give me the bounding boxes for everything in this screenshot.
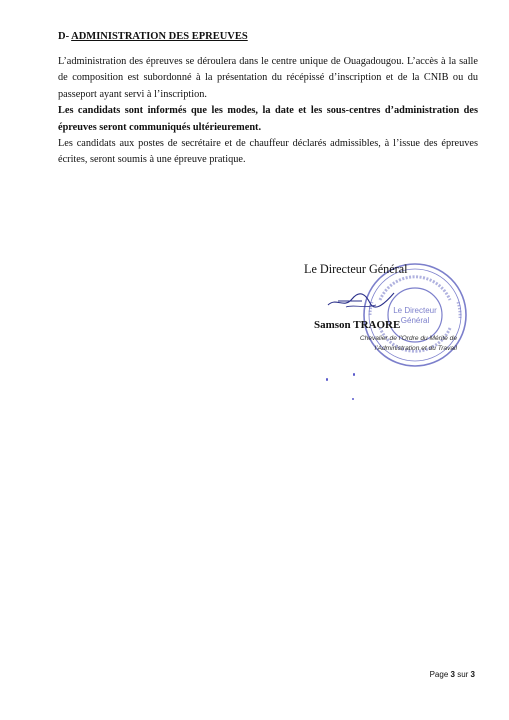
- page-sep: sur: [457, 670, 469, 679]
- section-letter: D-: [58, 31, 70, 42]
- paragraph-practical: Les candidats aux postes de secrétaire et de chauffeur déclarés admissibles, à l’issue des épreuves écrites, seront soumis à une épreuve pratique.: [58, 138, 478, 166]
- page-number: [430, 670, 475, 679]
- page-word: Page: [429, 670, 449, 679]
- page-total: 3: [470, 670, 475, 679]
- director-title: Le Directeur Général: [304, 262, 408, 276]
- signer-distinction-line2: l’Administration et du Travail: [374, 345, 457, 352]
- signer-name: Samson TRAORE: [314, 319, 401, 331]
- official-stamp: [360, 260, 470, 370]
- body-text: [58, 54, 478, 169]
- signer-distinction-line1: Chevalier de l’Ordre du Mérite de: [359, 335, 457, 342]
- stamp-text-line1: Le Directeur: [393, 306, 437, 315]
- page-current: 3: [450, 670, 455, 679]
- paragraph-access: L’administration des épreuves se déroulera dans le centre unique de Ouagadougou. L’accès à la salle de composition est subordonné à la présentation du récépissé d’inscription et de la CNIB ou du passeport ayant servi à l’inscription.: [58, 56, 478, 100]
- paragraph-notice: Les candidats sont informés que les modes, la date et les sous-centres d’administration des épreuves seront communiqués ultérieurement.: [58, 105, 478, 133]
- handwritten-signature: [326, 285, 396, 315]
- ink-speck: [326, 378, 328, 381]
- signer-distinction: [307, 334, 457, 354]
- section-heading: [58, 31, 248, 42]
- stamp-text-line2: Général: [400, 316, 430, 325]
- ink-speck: [353, 373, 355, 376]
- ink-speck: [352, 398, 354, 400]
- section-title: ADMINISTRATION DES EPREUVES: [71, 31, 248, 42]
